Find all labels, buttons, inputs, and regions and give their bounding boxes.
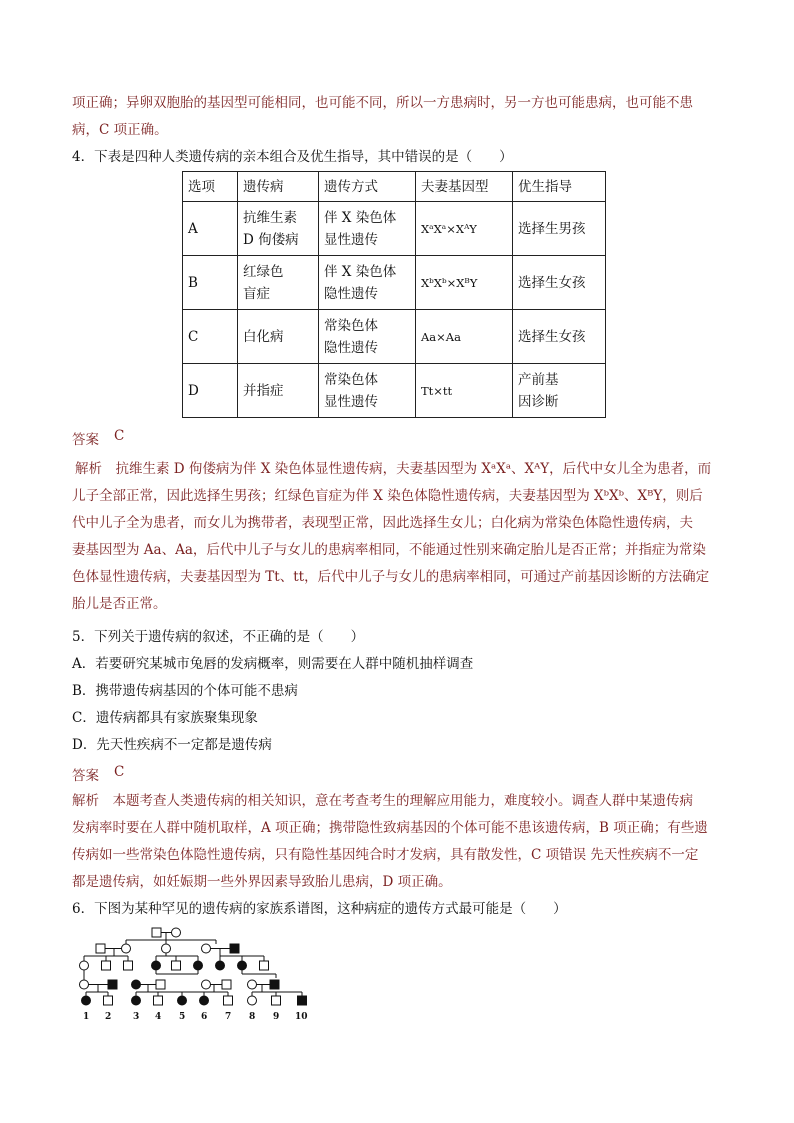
table-cell-genotype: XᵇXᵇ×XᴮY <box>416 256 513 310</box>
male-affected <box>230 944 239 953</box>
male-unaffected <box>102 961 111 970</box>
female-affected <box>200 996 209 1005</box>
intro-line-1: 项正确；异卵双胞胎的基因型可能相同，也可能不同，所以一方患病时，另一方也可能患病，也可能不患 <box>72 95 693 111</box>
table-cell-option: C <box>183 310 238 364</box>
male-affected <box>270 980 279 989</box>
q5-option-d: D．先天性疾病不一定都是遗传病 <box>72 737 272 753</box>
q5-option-c: C．遗传病都具有家族聚集现象 <box>72 710 258 726</box>
q4-answer-label: 答案 <box>72 432 99 448</box>
advice-line: 选择生女孩 <box>518 328 586 345</box>
table-cell-option: B <box>183 256 238 310</box>
mode-line: 伴 X 染色体 <box>324 209 397 226</box>
mode-line: 伴 X 染色体 <box>324 263 397 280</box>
male-unaffected <box>222 980 231 989</box>
mode-line: 常染色体 <box>324 371 378 388</box>
disease-line: D 佝偻病 <box>243 231 299 248</box>
table-row <box>183 364 606 418</box>
disease-line: 红绿色 <box>243 263 284 280</box>
q5-option-a: A．若要研究某城市兔唇的发病概率，则需要在人群中随机抽样调查 <box>72 656 474 672</box>
q5-analysis-line: 发病率时要在人群中随机取样，A 项正确；携带隐性致病基因的个体可能不患该遗传病，B 项正确；有些遗 <box>72 820 708 836</box>
q4-stem: 4．下表是四种人类遗传病的亲本组合及优生指导，其中错误的是（ ） <box>72 149 513 165</box>
table-cell-advice <box>513 202 606 256</box>
q5-answer-label: 答案 <box>72 768 99 784</box>
female-affected <box>178 996 187 1005</box>
female-affected <box>194 961 203 970</box>
female-unaffected <box>248 980 257 989</box>
mode-line: 显性遗传 <box>324 231 378 248</box>
table-cell-mode <box>319 310 416 364</box>
male-unaffected <box>124 961 133 970</box>
male-unaffected <box>96 944 105 953</box>
pedigree-chart <box>72 924 322 1024</box>
disease-line: 抗维生素 <box>243 209 297 226</box>
female-unaffected <box>80 980 89 989</box>
table-row <box>183 256 606 310</box>
pedigree-label: 2 <box>105 1012 112 1022</box>
female-affected <box>152 961 161 970</box>
table-cell-disease <box>238 202 319 256</box>
table-cell-disease <box>238 310 319 364</box>
table-cell-option: D <box>183 364 238 418</box>
disease-line: 盲症 <box>243 285 270 302</box>
q5-answer-value: C <box>114 764 125 780</box>
pedigree-label: 10 <box>295 1012 308 1022</box>
mode-line: 显性遗传 <box>324 393 378 410</box>
female-affected <box>132 980 141 989</box>
male-unaffected <box>272 996 281 1005</box>
table-cell-mode <box>319 256 416 310</box>
female-unaffected <box>162 944 171 953</box>
q4-analysis-line: 色体显性遗传病，夫妻基因型为 Tt、tt，后代中儿子与女儿的患病率相同，可通过产前基因诊断的方法确定 <box>72 569 710 585</box>
table-header-cell: 遗传病 <box>238 172 319 202</box>
table-header-cell: 夫妻基因型 <box>416 172 513 202</box>
disease-line: 并指症 <box>243 382 284 399</box>
advice-line: 选择生女孩 <box>518 274 586 291</box>
table-cell-genotype: Aa×Aa <box>416 310 513 364</box>
table-header-row <box>183 172 606 202</box>
table-header-cell: 优生指导 <box>513 172 606 202</box>
pedigree-label: 5 <box>179 1012 186 1022</box>
table-cell-disease <box>238 256 319 310</box>
mode-line: 常染色体 <box>324 317 378 334</box>
q5-analysis-line: 解析 本题考查人类遗传病的相关知识，意在考查考生的理解应用能力，难度较小。调查人群中某遗传病 <box>72 793 693 809</box>
q4-analysis-line: 胎儿是否正常。 <box>72 596 167 612</box>
q4-analysis-line: 代中儿子全为患者，而女儿为携带者，表现型正常，因此选择生女儿；白化病为常染色体隐性遗传病，夫 <box>72 515 693 531</box>
female-unaffected <box>248 996 257 1005</box>
male-affected <box>108 980 117 989</box>
male-unaffected <box>154 996 163 1005</box>
female-unaffected <box>202 980 211 989</box>
male-unaffected <box>172 961 181 970</box>
female-unaffected <box>122 944 131 953</box>
male-affected <box>298 996 307 1005</box>
pedigree-label: 6 <box>201 1012 208 1022</box>
male-unaffected <box>156 980 165 989</box>
table-header-cell: 遗传方式 <box>319 172 416 202</box>
table-cell-mode <box>319 364 416 418</box>
advice-line: 选择生男孩 <box>518 220 586 237</box>
table-cell-disease <box>238 364 319 418</box>
pedigree-label: 8 <box>249 1012 256 1022</box>
pedigree-label: 7 <box>225 1012 232 1022</box>
table-header-cell: 选项 <box>183 172 238 202</box>
pedigree-label: 4 <box>155 1012 162 1022</box>
male-unaffected <box>224 996 233 1005</box>
table-cell-advice <box>513 256 606 310</box>
female-affected <box>132 996 141 1005</box>
intro-line-2: 病，C 项正确。 <box>72 122 168 138</box>
mode-line: 隐性遗传 <box>324 339 378 356</box>
pedigree-label: 3 <box>133 1012 140 1022</box>
disease-line: 白化病 <box>243 328 284 345</box>
q5-analysis-line: 传病如一些常染色体隐性遗传病，只有隐性基因纯合时才发病，具有散发性，C 项错误 先天性疾病不一定 <box>72 847 699 863</box>
q5-option-b: B．携带遗传病基因的个体可能不患病 <box>72 683 298 699</box>
q4-answer-value: C <box>114 428 125 444</box>
male-unaffected <box>260 961 269 970</box>
pedigree-label: 9 <box>273 1012 280 1022</box>
table-cell-mode <box>319 202 416 256</box>
table-cell-genotype: XᵃXᵃ×XᴬY <box>416 202 513 256</box>
table-cell-advice <box>513 364 606 418</box>
heredity-table <box>182 171 606 418</box>
male-unaffected <box>152 928 161 937</box>
advice-line: 产前基 <box>518 371 559 388</box>
q5-stem: 5．下列关于遗传病的叙述，不正确的是（ ） <box>72 629 365 645</box>
q5-analysis-line: 都是遗传病，如妊娠期一些外界因素导致胎儿患病，D 项正确。 <box>72 874 452 890</box>
female-affected <box>82 996 91 1005</box>
q4-analysis-line: 解析 抗维生素 D 佝偻病为伴 X 染色体显性遗传病，夫妻基因型为 XᵃXᵃ、XᴬY，后代中女儿全为患者，而 <box>75 461 712 477</box>
q4-analysis-line: 儿子全部正常，因此选择生男孩；红绿色盲症为伴 X 染色体隐性遗传病，夫妻基因型为 XᵇXᵇ、XᴮY，则后 <box>72 488 703 504</box>
q4-analysis-line: 妻基因型为 Aa、Aa，后代中儿子与女儿的患病率相同，不能通过性别来确定胎儿是否正常；并指症为常染 <box>72 542 706 558</box>
female-unaffected <box>80 961 89 970</box>
pedigree-label: 1 <box>83 1012 90 1022</box>
female-affected <box>216 961 225 970</box>
q6-stem: 6．下图为某种罕见的遗传病的家族系谱图，这种病症的遗传方式最可能是（ ） <box>72 901 567 917</box>
table-cell-genotype: Tt×tt <box>416 364 513 418</box>
female-unaffected <box>172 928 181 937</box>
advice-line: 因诊断 <box>518 393 559 410</box>
female-unaffected <box>202 944 211 953</box>
female-affected <box>238 961 247 970</box>
table-cell-option: A <box>183 202 238 256</box>
table-row <box>183 310 606 364</box>
male-unaffected <box>104 996 113 1005</box>
mode-line: 隐性遗传 <box>324 285 378 302</box>
table-cell-advice <box>513 310 606 364</box>
table-row <box>183 202 606 256</box>
